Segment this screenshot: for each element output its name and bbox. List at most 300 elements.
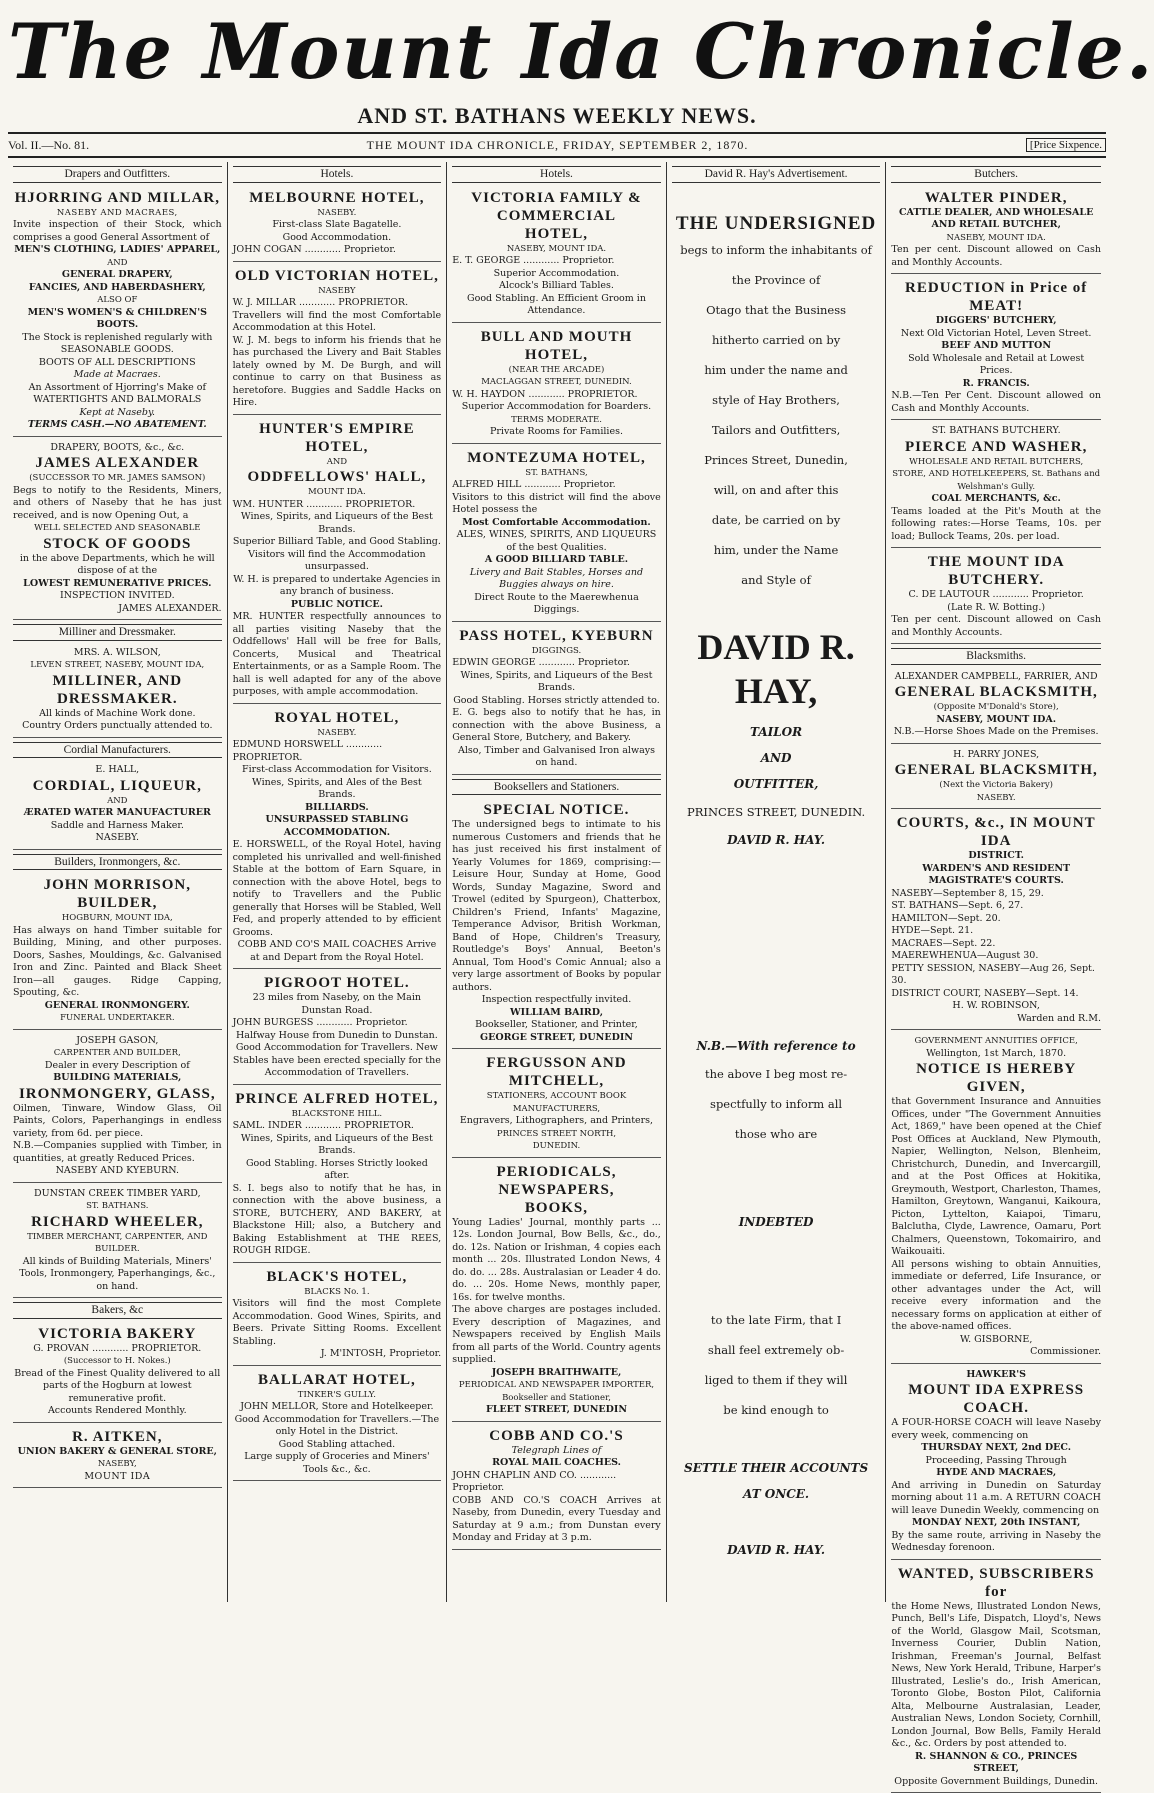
ad-line: MOUNT IDA bbox=[13, 1471, 222, 1484]
column-4 bbox=[667, 162, 887, 1602]
advertisement bbox=[891, 668, 1101, 744]
ad-title: STOCK OF GOODS bbox=[13, 535, 222, 553]
section-heading: Blacksmiths. bbox=[891, 648, 1101, 665]
ad-line: Livery and Bait Stables, Horses and Buggies always on hire. bbox=[452, 567, 661, 592]
advertisement bbox=[13, 1322, 222, 1423]
ad-line: E. HALL, bbox=[13, 764, 222, 777]
ad-title: MONTEZUMA HOTEL, bbox=[452, 449, 661, 467]
ad-line: the above I beg most re- bbox=[672, 1059, 881, 1089]
ad-title: GENERAL BLACKSMITH, bbox=[891, 683, 1101, 701]
ad-line: AT ONCE. bbox=[672, 1481, 881, 1507]
ad-line: First-class Accommodation for Visitors. Wines, Spirits, and Ales of the Best Brands. bbox=[233, 764, 442, 802]
ad-line: JAMES ALEXANDER. bbox=[13, 603, 222, 616]
ad-title: RICHARD WHEELER, bbox=[13, 1213, 222, 1231]
ad-line: NASEBY, bbox=[13, 1458, 222, 1471]
ad-title: CORDIAL, LIQUEUR, bbox=[13, 777, 222, 795]
masthead-title: The Mount Ida Chronicle. bbox=[8, 4, 1106, 102]
ad-line: Visitors will find the Accommodation unsurpassed. bbox=[233, 549, 442, 574]
ad-line: DIGGERS' BUTCHERY, bbox=[891, 315, 1101, 328]
ad-line: WM. HUNTER ............ PROPRIETOR. bbox=[233, 499, 442, 512]
ad-line: Commissioner. bbox=[891, 1346, 1101, 1359]
ad-line: Halfway House from Dunedin to Dunstan. bbox=[233, 1030, 442, 1043]
ad-line: TIMBER MERCHANT, CARPENTER, AND BUILDER. bbox=[13, 1231, 222, 1256]
ad-line: The undersigned begs to intimate to his numerous Customers and friends that he has just received his first instalment of Yearly Volumes for 1869, comprising:—Leisure Hour, Sunday at Home, Good Words, Sunday Magazine, Sword and Trowel (edited by Spurgeon), Chatterbox, Children's Friend, Infants' Magazine, Temperance Advisor, British Workman, Band of Hope, Children's Treasury, Routledge's Boys' Annual, Beeton's Annual, Tom Hood's Comic Annual; also a very large assortment of Books by popular authors. bbox=[452, 819, 661, 994]
ad-line: Young Ladies' Journal, monthly parts ... 12s. London Journal, Bow Bells, &c., do., do. 12s. Nation or Irishman, 4 copies each month ... 20s. Illustrated London News, 4 do. do. ... 28s. Australasian or Leader 4 do. do. ... 20s. Home News, monthly paper, 16s. for twelve months. bbox=[452, 1217, 661, 1305]
ad-line: Wines, Spirits, and Liqueurs of the Best Brands. bbox=[233, 511, 442, 536]
ad-line: him under the name and bbox=[672, 355, 881, 385]
ad-title: HJORRING AND MILLAR, bbox=[13, 189, 222, 207]
ad-line: EDWIN GEORGE ............ Proprietor. bbox=[452, 657, 661, 670]
ad-line: BEEF AND MUTTON bbox=[891, 340, 1101, 353]
ad-line: Oilmen, Tinware, Window Glass, Oil Paints, Colors, Paperhangings in endless variety, from 6d. per piece. bbox=[13, 1103, 222, 1141]
hay-name: DAVID R. HAY, bbox=[672, 625, 881, 713]
ad-line: All kinds of Building Materials, Miners' Tools, Ironmongery, Paperhangings, &c., on hand. bbox=[13, 1256, 222, 1294]
ad-line: ST. BATHANS—Sept. 6, 27. bbox=[891, 900, 1101, 913]
ad-line: style of Hay Brothers, bbox=[672, 385, 881, 415]
ad-line: NASEBY, MOUNT IDA. bbox=[891, 714, 1101, 727]
advertisement bbox=[452, 1160, 661, 1422]
ad-line: All persons wishing to obtain Annuities, immediate or deferred, Life Insurance, or other advantages under the Act, will receive every information and the necessary forms on application at either of the above-named offices. bbox=[891, 1259, 1101, 1334]
advertisement bbox=[452, 325, 661, 444]
advertisement bbox=[891, 422, 1101, 548]
ad-title: PASS HOTEL, KYEBURN bbox=[452, 627, 661, 645]
ad-line: ROYAL MAIL COACHES. bbox=[452, 1457, 661, 1470]
advertisement bbox=[891, 1562, 1101, 1793]
ad-title: PIGROOT HOTEL. bbox=[233, 974, 442, 992]
ad-line: J. M'INTOSH, Proprietor. bbox=[233, 1348, 442, 1361]
ad-title: REDUCTION in Price of MEAT! bbox=[891, 279, 1101, 315]
advertisement bbox=[891, 550, 1101, 644]
ad-line: Made at Macraes. bbox=[13, 369, 222, 382]
advertisement bbox=[452, 624, 661, 775]
advertisement bbox=[13, 1185, 222, 1299]
ad-line: Wines, Spirits, and Liqueurs of the Best Brands. bbox=[452, 670, 661, 695]
ad-line: E. G. begs also to notify that he has, in connection with the above Business, a General Store, Butchery, and Bakery. bbox=[452, 707, 661, 745]
section-heading: Drapers and Outfitters. bbox=[13, 166, 222, 183]
advertisement bbox=[891, 746, 1101, 810]
ad-title: VICTORIA BAKERY bbox=[13, 1325, 222, 1343]
ad-line: COBB AND CO'S MAIL COACHES Arrive at and Depart from the Royal Hotel. bbox=[233, 939, 442, 964]
ad-line: SAML. INDER ............ PROPRIETOR. bbox=[233, 1120, 442, 1133]
ad-line: WARDEN'S AND RESIDENT MAGISTRATE'S COURTS. bbox=[891, 863, 1101, 888]
ad-line: BUILDING MATERIALS, bbox=[13, 1072, 222, 1085]
ad-line: E. T. GEORGE ............ Proprietor. bbox=[452, 255, 661, 268]
ad-line: MR. HUNTER respectfully announces to all parties visiting Naseby that the Oddfellows' Hall will be free for Balls, Concerts, Musical and Theatrical Entertainments, or as a Sample Room. The hall is well adapted for any of the above purposes, with ample accommodation. bbox=[233, 611, 442, 699]
ad-line: (Next the Victoria Bakery) bbox=[891, 779, 1101, 792]
ad-line: DIGGINGS. bbox=[452, 645, 661, 658]
ad-line: TERMS CASH.—NO ABATEMENT. bbox=[13, 419, 222, 432]
ad-line: MRS. A. WILSON, bbox=[13, 647, 222, 660]
ad-title: JAMES ALEXANDER bbox=[13, 454, 222, 472]
section-heading: David R. Hay's Advertisement. bbox=[672, 166, 881, 183]
ad-line: UNSURPASSED STABLING ACCOMMODATION. bbox=[233, 814, 442, 839]
ad-title: WANTED, SUBSCRIBERS for bbox=[891, 1565, 1101, 1601]
ad-line: A FOUR-HORSE COACH will leave Naseby every week, commencing on bbox=[891, 1417, 1101, 1442]
section-heading: Bakers, &c bbox=[13, 1302, 222, 1319]
advertisement bbox=[452, 1424, 661, 1550]
ad-title: ODDFELLOWS' HALL, bbox=[233, 468, 442, 486]
ad-line: W. H. HAYDON ............ PROPRIETOR. bbox=[452, 389, 661, 402]
ad-line: Good Stabling. Horses Strictly looked after. bbox=[233, 1158, 442, 1183]
ad-line: NASEBY. bbox=[891, 792, 1101, 805]
ad-line: Good Stabling. Horses strictly attended to. bbox=[452, 695, 661, 708]
ad-line: Visitors to this district will find the above Hotel possess the bbox=[452, 492, 661, 517]
ad-line: Kept at Naseby. bbox=[13, 407, 222, 420]
ad-line: those who are bbox=[672, 1119, 881, 1149]
ad-line: NASEBY. bbox=[233, 207, 442, 220]
section-heading: Builders, Ironmongers, &c. bbox=[13, 854, 222, 871]
section-heading: Milliner and Dressmaker. bbox=[13, 624, 222, 641]
ad-line: NASEBY—September 8, 15, 29. bbox=[891, 888, 1101, 901]
ad-line: MACRAES—Sept. 22. bbox=[891, 938, 1101, 951]
ad-line: Large supply of Groceries and Miners' Tools &c., &c. bbox=[233, 1451, 442, 1476]
ad-title: COBB AND CO.'S bbox=[452, 1427, 661, 1445]
ad-title: THE UNDERSIGNED bbox=[672, 213, 881, 235]
advertisement bbox=[233, 417, 442, 704]
ad-line: DRAPERY, BOOTS, &c., &c. bbox=[13, 442, 222, 455]
ad-line: NASEBY AND KYEBURN. bbox=[13, 1165, 222, 1178]
ad-line: begs to inform the inhabitants of the Province of bbox=[672, 235, 881, 295]
ad-line: OUTFITTER, bbox=[672, 771, 881, 797]
ad-line: GOVERNMENT ANNUITIES OFFICE, bbox=[891, 1035, 1101, 1048]
ad-line: Good Stabling. An Efficient Groom in Attendance. bbox=[452, 293, 661, 318]
ad-line: AND bbox=[672, 745, 881, 771]
ad-line: CATTLE DEALER, AND WHOLESALE AND RETAIL BUTCHER, bbox=[891, 207, 1101, 232]
ad-line: STATIONERS, ACCOUNT BOOK MANUFACTURERS, bbox=[452, 1090, 661, 1115]
dateline-bar bbox=[8, 132, 1106, 158]
ad-line: S. I. begs also to notify that he has, in connection with the above business, a STORE, BUTCHERY, AND BAKERY, at Blackstone Hill; also, a Butchery and Baking Establishment at THE REES, ROUGH RIDGE. bbox=[233, 1183, 442, 1258]
ad-line: HYDE—Sept. 21. bbox=[891, 925, 1101, 938]
advertisement bbox=[452, 446, 661, 622]
ad-line: DAVID R. HAY. bbox=[672, 827, 881, 853]
ad-line: TERMS MODERATE. bbox=[452, 414, 661, 427]
ad-line: Also, Timber and Galvanised Iron always on hand. bbox=[452, 745, 661, 770]
ad-line: HOGBURN, MOUNT IDA, bbox=[13, 912, 222, 925]
ad-title: ROYAL HOTEL, bbox=[233, 709, 442, 727]
ad-title: OLD VICTORIAN HOTEL, bbox=[233, 267, 442, 285]
ad-line: NASEBY, MOUNT IDA. bbox=[891, 232, 1101, 245]
ad-line: GENERAL IRONMONGERY. bbox=[13, 1000, 222, 1013]
advertisement bbox=[891, 1366, 1101, 1560]
advertisement bbox=[891, 276, 1101, 420]
ad-line: The above charges are postages included. Every description of Magazines, and Newspapers received by English Mails from all parts of the World. Country agents supplied. bbox=[452, 1304, 661, 1367]
ad-line: Wellington, 1st March, 1870. bbox=[891, 1048, 1101, 1061]
ad-line: DUNSTAN CREEK TIMBER YARD, bbox=[13, 1188, 222, 1201]
ad-line: Good Accommodation. bbox=[233, 232, 442, 245]
ad-line: Has always on hand Timber suitable for Building, Mining, and other purposes. Doors, Sashes, Mouldings, &c. Galvanised Iron and Zinc. Painted and Black Sheet Iron—all gauges. Ridge Capping, Spouting, &c. bbox=[13, 925, 222, 1000]
ad-line: Warden and R.M. bbox=[891, 1013, 1101, 1026]
ad-line: him, under the Name bbox=[672, 535, 881, 565]
ad-line: Wines, Spirits, and Liqueurs of the Best Brands. bbox=[233, 1133, 442, 1158]
ad-title: R. AITKEN, bbox=[13, 1428, 222, 1446]
ad-line: Otago that the Business bbox=[672, 295, 881, 325]
ad-line: ST. BATHANS. bbox=[13, 1200, 222, 1213]
advertisement bbox=[233, 1265, 442, 1366]
ad-line: Tailors and Outfitters, bbox=[672, 415, 881, 445]
section-heading: Hotels. bbox=[233, 166, 442, 183]
ad-line: W. J. M. begs to inform his friends that he has purchased the Livery and Bait Stables lately owned by M. De Burgh, and will continue to carry on that Business as heretofore. Buggies and Saddle Hacks on Hire. bbox=[233, 335, 442, 410]
ad-line: JOSEPH BRAITHWAITE, bbox=[452, 1367, 661, 1380]
ad-line: DUNEDIN. bbox=[452, 1140, 661, 1153]
ad-line: to the late Firm, that I bbox=[672, 1305, 881, 1335]
ad-title: PIERCE AND WASHER, bbox=[891, 438, 1101, 456]
ad-line: An Assortment of Hjorring's Make of WATERTIGHTS AND BALMORALS bbox=[13, 382, 222, 407]
section-heading: Butchers. bbox=[891, 166, 1101, 183]
ad-line: R. SHANNON & CO., PRINCES STREET, bbox=[891, 1751, 1101, 1776]
ad-line: All kinds of Machine Work done. bbox=[13, 708, 222, 721]
ad-line: Proceeding, Passing Through bbox=[891, 1455, 1101, 1468]
advertisement bbox=[233, 1368, 442, 1482]
ad-line: UNION BAKERY & GENERAL STORE, bbox=[13, 1446, 222, 1459]
ad-title: HUNTER'S EMPIRE HOTEL, bbox=[233, 420, 442, 456]
ad-line: CARPENTER AND BUILDER, bbox=[13, 1047, 222, 1060]
ad-line: Private Rooms for Families. bbox=[452, 426, 661, 439]
ad-line: date, be carried on by bbox=[672, 505, 881, 535]
ad-line: MEN'S CLOTHING, LADIES' APPAREL, bbox=[13, 244, 222, 257]
section-heading: Hotels. bbox=[452, 166, 661, 183]
advertisement bbox=[452, 1051, 661, 1158]
ad-line: FUNERAL UNDERTAKER. bbox=[13, 1012, 222, 1025]
ad-line: shall feel extremely ob- bbox=[672, 1335, 881, 1365]
ad-line: COAL MERCHANTS, &c. bbox=[891, 493, 1101, 506]
ad-line: ÆRATED WATER MANUFACTURER bbox=[13, 807, 222, 820]
ad-line: 23 miles from Naseby, on the Main Dunstan Road. bbox=[233, 992, 442, 1017]
ad-line: HAWKER'S bbox=[891, 1369, 1101, 1382]
advertisement bbox=[13, 644, 222, 738]
ad-line: WILLIAM BAIRD, bbox=[452, 1007, 661, 1020]
ad-line: MACLAGGAN STREET, DUNEDIN. bbox=[452, 376, 661, 389]
ad-line: WHOLESALE AND RETAIL BUTCHERS, STORE, AND HOTELKEEPERS, St. Bathans and Welshman's Gully. bbox=[891, 456, 1101, 494]
ad-line: ALSO OF bbox=[13, 294, 222, 307]
ad-line: EDMUND HORSWELL ............ PROPRIETOR. bbox=[233, 739, 442, 764]
advertisement bbox=[13, 761, 222, 850]
ad-line: COBB AND CO.'S COACH Arrives at Naseby, from Dunedin, every Tuesday and Saturday at 9 a.m.; from Dunstan every Monday and Friday at 3 p.m. bbox=[452, 1495, 661, 1545]
ad-line: Telegraph Lines of bbox=[452, 1445, 661, 1458]
ad-line: TINKER'S GULLY. bbox=[233, 1389, 442, 1402]
ad-line: DISTRICT. bbox=[891, 850, 1101, 863]
ad-line: (NEAR THE ARCADE) bbox=[452, 364, 661, 377]
ad-line: that Government Insurance and Annuities Offices, under "The Government Annuities Act, 1869," have been opened at the Chief Post Offices at Auckland, New Plymouth, Napier, Wellington, Nelson, Blenheim, Christchurch, Dunedin, and Invercargill, and at the Post Offices at Hokitika, Greymouth, Westport, Charleston, Thames, Hamilton, Greytown, Wanganui, Kaikoura, Picton, Lyttelton, Kaiapoi, Timaru, Balclutha, Clyde, Lawrence, Oamaru, Port Chalmers, Queenstown, Tokomairiro, and Waikouaiti. bbox=[891, 1096, 1101, 1259]
ad-line: W. H. is prepared to undertake Agencies in any branch of business. bbox=[233, 574, 442, 599]
ad-line: ST. BATHANS, bbox=[452, 467, 661, 480]
ad-line: MONDAY NEXT, 20th INSTANT, bbox=[891, 1517, 1101, 1530]
ad-title: THE MOUNT IDA BUTCHERY. bbox=[891, 553, 1101, 589]
ad-line: spectfully to inform all bbox=[672, 1089, 881, 1119]
ad-line: Travellers will find the most Comfortable Accommodation at this Hotel. bbox=[233, 310, 442, 335]
advertisement bbox=[233, 186, 442, 262]
ad-line: BLACKSTONE HILL. bbox=[233, 1108, 442, 1121]
ad-line: Teams loaded at the Pit's Mouth at the following rates:—Horse Teams, 10s. per load; Bullock Teams, 20s. per load. bbox=[891, 506, 1101, 544]
ad-line: ALFRED HILL ............ Proprietor. bbox=[452, 479, 661, 492]
ad-line: N.B.—Horse Shoes Made on the Premises. bbox=[891, 726, 1101, 739]
ad-line: NASEBY AND MACRAES, bbox=[13, 207, 222, 220]
ad-title: MOUNT IDA EXPRESS COACH. bbox=[891, 1381, 1101, 1417]
hay-advertisement bbox=[672, 213, 881, 1563]
ad-line: C. DE LAUTOUR ............ Proprietor. bbox=[891, 589, 1101, 602]
ad-line: JOHN BURGESS ............ Proprietor. bbox=[233, 1017, 442, 1030]
ad-line: Country Orders punctually attended to. bbox=[13, 720, 222, 733]
ad-line: DAVID R. HAY. bbox=[672, 1537, 881, 1563]
ad-line: By the same route, arriving in Naseby the Wednesday forenoon. bbox=[891, 1530, 1101, 1555]
ad-title: WALTER PINDER, bbox=[891, 189, 1101, 207]
ad-line: LEVEN STREET, NASEBY, MOUNT IDA, bbox=[13, 659, 222, 672]
advertisement bbox=[233, 264, 442, 415]
ad-line: PUBLIC NOTICE. bbox=[233, 599, 442, 612]
column-1 bbox=[8, 162, 228, 1602]
ad-title: BALLARAT HOTEL, bbox=[233, 1371, 442, 1389]
ad-line: FLEET STREET, DUNEDIN bbox=[452, 1404, 661, 1417]
advertisement bbox=[13, 439, 222, 621]
ad-line: Accounts Rendered Monthly. bbox=[13, 1405, 222, 1418]
ad-line: will, on and after this bbox=[672, 475, 881, 505]
ad-line: MAEREWHENUA—August 30. bbox=[891, 950, 1101, 963]
column-3 bbox=[447, 162, 667, 1602]
ad-line: Most Comfortable Accommodation. bbox=[452, 517, 661, 530]
ad-line: Ten per cent. Discount allowed on Cash and Monthly Accounts. bbox=[891, 244, 1101, 269]
ad-line: Direct Route to the Maerewhenua Diggings. bbox=[452, 592, 661, 617]
ad-line: E. HORSWELL, of the Royal Hotel, having completed his unrivalled and well-finished Stable at the bottom of Earn Square, in connection with the above Hotel, begs to notify to Travellers and the Public generally that Horses will be Stabled, Well Fed, and properly attended to by efficient Grooms. bbox=[233, 839, 442, 939]
ad-line: liged to them if they will bbox=[672, 1365, 881, 1395]
ad-line: Dealer in every Description of bbox=[13, 1060, 222, 1073]
advertisement bbox=[452, 186, 661, 323]
ad-line: Opposite Government Buildings, Dunedin. bbox=[891, 1776, 1101, 1789]
ad-line: Saddle and Harness Maker. bbox=[13, 820, 222, 833]
ad-line: PRINCES STREET NORTH, bbox=[452, 1128, 661, 1141]
ad-title: BULL AND MOUTH HOTEL, bbox=[452, 328, 661, 364]
section-heading: Booksellers and Stationers. bbox=[452, 779, 661, 796]
ad-line: Next Old Victorian Hotel, Leven Street. bbox=[891, 328, 1101, 341]
ad-line: G. PROVAN ............ PROPRIETOR. bbox=[13, 1343, 222, 1356]
ad-line: A GOOD BILLIARD TABLE. bbox=[452, 554, 661, 567]
advertisement bbox=[891, 811, 1101, 1030]
ad-line: Visitors will find the most Complete Accommodation. Good Wines, Spirits, and Beers. Private Sitting Rooms. Excellent Stabling. bbox=[233, 1298, 442, 1348]
advertisement bbox=[233, 971, 442, 1085]
issue-date: THE MOUNT IDA CHRONICLE, FRIDAY, SEPTEMBER 2, 1870. bbox=[367, 138, 749, 153]
ad-title: FERGUSSON AND MITCHELL, bbox=[452, 1054, 661, 1090]
ad-title: BOOKS, bbox=[452, 1199, 661, 1217]
ad-line: PERIODICAL AND NEWSPAPER IMPORTER, Bookseller and Stationer, bbox=[452, 1379, 661, 1404]
ad-line: INDEBTED bbox=[672, 1209, 881, 1235]
ad-line: And arriving in Dunedin on Saturday morning about 11 a.m. A RETURN COACH will leave Dunedin Weekly, commencing on bbox=[891, 1480, 1101, 1518]
ad-line: H. W. ROBINSON, bbox=[891, 1000, 1101, 1013]
ad-line: Invite inspection of their Stock, which comprises a good General Assortment of bbox=[13, 219, 222, 244]
ad-line: be kind enough to bbox=[672, 1395, 881, 1425]
advertisement bbox=[13, 186, 222, 437]
ad-line: (Opposite M'Donald's Store), bbox=[891, 701, 1101, 714]
ad-line: the Home News, Illustrated London News, Punch, Bell's Life, Dispatch, Lloyd's, News of the World, Glasgow Mail, Scotsman, Inverness Courier, Dublin Nation, Irishman, Freeman's Journal, Belfast News, New York Herald, Tribune, Harper's Illustrated, Leslie's do., Irish American, Toronto Globe, Boston Pilot, California Alta, Melbourne Australasian, Leader, Australian News, London Society, Cornhill, London Journal, Bow Bells, Family Herald &c., &c. Orders by post attended to. bbox=[891, 1601, 1101, 1751]
ad-line: N.B.—With reference to bbox=[672, 1033, 881, 1059]
ad-line: NASEBY. bbox=[13, 832, 222, 845]
ad-title: BLACK'S HOTEL, bbox=[233, 1268, 442, 1286]
ad-line: ST. BATHANS BUTCHERY. bbox=[891, 425, 1101, 438]
ad-line: BOOTS OF ALL DESCRIPTIONS bbox=[13, 357, 222, 370]
advertisement bbox=[233, 706, 442, 970]
ad-line: Alcock's Billiard Tables. bbox=[452, 280, 661, 293]
ad-line: PRINCES STREET, DUNEDIN. bbox=[672, 797, 881, 827]
ad-line: AND bbox=[233, 456, 442, 469]
ad-title: GENERAL BLACKSMITH, bbox=[891, 761, 1101, 779]
ad-line: H. PARRY JONES, bbox=[891, 749, 1101, 762]
ad-line: Ten per cent. Discount allowed on Cash and Monthly Accounts. bbox=[891, 614, 1101, 639]
ad-line: TAILOR bbox=[672, 719, 881, 745]
ad-line: Bookseller, Stationer, and Printer, bbox=[452, 1019, 661, 1032]
ad-line: N.B.—Ten Per Cent. Discount allowed on Cash and Monthly Accounts. bbox=[891, 390, 1101, 415]
advertisement bbox=[13, 1425, 222, 1489]
ad-line: R. FRANCIS. bbox=[891, 378, 1101, 391]
ad-line: JOHN MELLOR, Store and Hotelkeeper. bbox=[233, 1401, 442, 1414]
ad-line: GENERAL DRAPERY, bbox=[13, 269, 222, 282]
ad-line: ALES, WINES, SPIRITS, AND LIQUEURS of the best Qualities. bbox=[452, 529, 661, 554]
ad-line: Good Accommodation for Travellers.—The only Hotel in the District. bbox=[233, 1414, 442, 1439]
ad-line: JOSEPH GASON, bbox=[13, 1035, 222, 1048]
ad-title: HOTEL, bbox=[452, 225, 661, 243]
ad-line: MOUNT IDA. bbox=[233, 486, 442, 499]
column-2 bbox=[228, 162, 448, 1602]
ad-line: DISTRICT COURT, NASEBY—Sept. 14. bbox=[891, 988, 1101, 1001]
ad-title: NOTICE IS HEREBY GIVEN, bbox=[891, 1060, 1101, 1096]
ad-line: (Late R. W. Botting.) bbox=[891, 602, 1101, 615]
masthead-subtitle: AND ST. BATHANS WEEKLY NEWS. bbox=[8, 102, 1106, 130]
ad-line: Engravers, Lithographers, and Printers, bbox=[452, 1115, 661, 1128]
ad-line: LOWEST REMUNERATIVE PRICES. bbox=[13, 578, 222, 591]
advertisement bbox=[233, 1087, 442, 1263]
ad-line: HYDE AND MACRAES, bbox=[891, 1467, 1101, 1480]
ad-title: MILLINER, AND DRESSMAKER. bbox=[13, 672, 222, 708]
advertisement bbox=[13, 873, 222, 1030]
ad-line: Superior Billiard Table, and Good Stabling. bbox=[233, 536, 442, 549]
ad-line: hitherto carried on by bbox=[672, 325, 881, 355]
ad-line: Begs to notify to the Residents, Miners, and others of Naseby that he has just received, and is now Opening Out, a bbox=[13, 485, 222, 523]
ad-line: INSPECTION INVITED. bbox=[13, 590, 222, 603]
ad-line: (SUCCESSOR TO MR. JAMES SAMSON) bbox=[13, 472, 222, 485]
ad-line: MEN'S WOMEN'S & CHILDREN'S BOOTS. bbox=[13, 307, 222, 332]
ad-line: NASEBY, MOUNT IDA. bbox=[452, 243, 661, 256]
advertisement bbox=[13, 1032, 222, 1183]
volume-number: Vol. II.—No. 81. bbox=[8, 138, 89, 153]
ad-line: JOHN CHAPLIN AND CO. ............ Proprietor. bbox=[452, 1470, 661, 1495]
ad-title: MELBOURNE HOTEL, bbox=[233, 189, 442, 207]
ad-line: AND bbox=[13, 257, 222, 270]
ad-title: PERIODICALS, NEWSPAPERS, bbox=[452, 1163, 661, 1199]
ad-line: BLACKS No. 1. bbox=[233, 1286, 442, 1299]
ad-line: HAMILTON—Sept. 20. bbox=[891, 913, 1101, 926]
ad-line: in the above Departments, which he will dispose of at the bbox=[13, 553, 222, 578]
ad-line: Good Accommodation for Travellers. New Stables have been erected specially for the Accommodation of Travellers. bbox=[233, 1042, 442, 1080]
ad-line: (Successor to H. Nokes.) bbox=[13, 1355, 222, 1368]
ad-line: PETTY SESSION, NASEBY—Aug 26, Sept. 30. bbox=[891, 963, 1101, 988]
ad-line: WELL SELECTED AND SEASONABLE bbox=[13, 522, 222, 535]
ad-line: Inspection respectfully invited. bbox=[452, 994, 661, 1007]
ad-line: W. J. MILLAR ............ PROPRIETOR. bbox=[233, 297, 442, 310]
ad-line: First-class Slate Bagatelle. bbox=[233, 219, 442, 232]
ad-line: Good Stabling attached. bbox=[233, 1439, 442, 1452]
ad-line: and Style of bbox=[672, 565, 881, 595]
ad-line: GEORGE STREET, DUNEDIN bbox=[452, 1032, 661, 1045]
section-heading: Cordial Manufacturers. bbox=[13, 742, 222, 759]
ad-line: Superior Accommodation. bbox=[452, 268, 661, 281]
ad-line: JOHN COGAN ............ Proprietor. bbox=[233, 244, 442, 257]
ad-line: The Stock is replenished regularly with SEASONABLE GOODS. bbox=[13, 332, 222, 357]
ad-title: SPECIAL NOTICE. bbox=[452, 801, 661, 819]
advertisement bbox=[452, 798, 661, 1049]
ad-line: NASEBY bbox=[233, 285, 442, 298]
issue-price: [Price Sixpence. bbox=[1026, 138, 1106, 152]
ad-line: Sold Wholesale and Retail at Lowest Prices. bbox=[891, 353, 1101, 378]
ad-line: BILLIARDS. bbox=[233, 802, 442, 815]
ad-title: COURTS, &c., IN MOUNT IDA bbox=[891, 814, 1101, 850]
ad-line: Superior Accommodation for Boarders. bbox=[452, 401, 661, 414]
ad-title: IRONMONGERY, GLASS, bbox=[13, 1085, 222, 1103]
